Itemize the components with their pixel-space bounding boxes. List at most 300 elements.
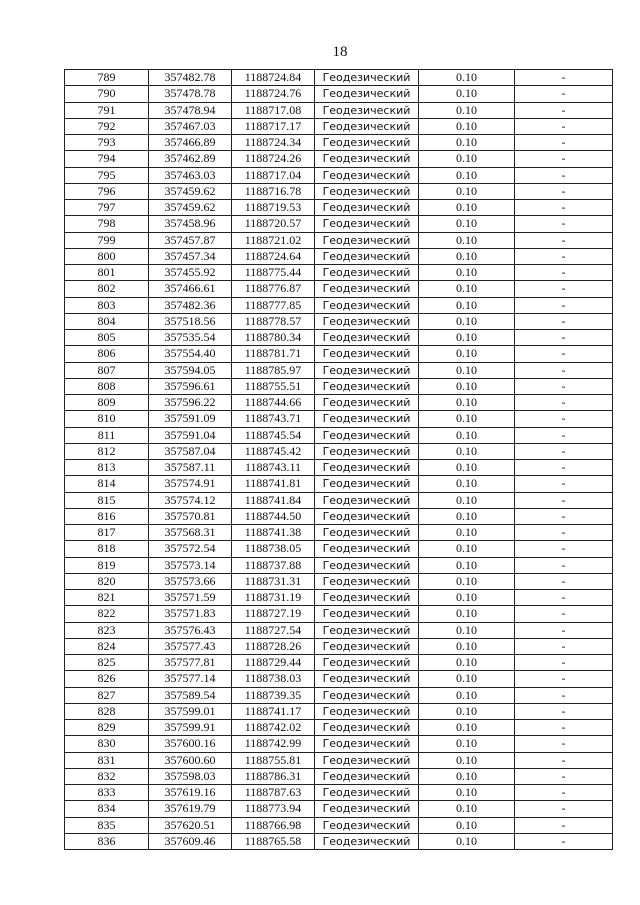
table-row [65, 102, 613, 118]
point-number-cell: 818 [65, 541, 149, 557]
description-cell: - [515, 346, 613, 362]
y-coordinate-cell: 1188727.19 [232, 606, 315, 622]
y-coordinate-cell: 1188780.34 [232, 330, 315, 346]
y-coordinate-cell: 1188786.31 [232, 768, 315, 784]
description-cell: - [515, 135, 613, 151]
point-number-cell: 825 [65, 655, 149, 671]
table-row [65, 508, 613, 524]
table-row [65, 801, 613, 817]
description-cell: - [515, 622, 613, 638]
precision-cell: 0.10 [419, 135, 515, 151]
precision-cell: 0.10 [419, 70, 515, 86]
description-cell: - [515, 476, 613, 492]
table-row [65, 395, 613, 411]
point-number-cell: 833 [65, 785, 149, 801]
description-cell: - [515, 703, 613, 719]
method-cell: Геодезический [315, 541, 419, 557]
x-coordinate-cell: 357620.51 [149, 817, 232, 833]
precision-cell: 0.10 [419, 833, 515, 849]
description-cell: - [515, 525, 613, 541]
method-cell: Геодезический [315, 167, 419, 183]
method-cell: Геодезический [315, 785, 419, 801]
x-coordinate-cell: 357577.14 [149, 671, 232, 687]
method-cell: Геодезический [315, 265, 419, 281]
x-coordinate-cell: 357599.01 [149, 703, 232, 719]
precision-cell: 0.10 [419, 590, 515, 606]
y-coordinate-cell: 1188741.38 [232, 525, 315, 541]
point-number-cell: 829 [65, 720, 149, 736]
precision-cell: 0.10 [419, 785, 515, 801]
point-number-cell: 831 [65, 752, 149, 768]
y-coordinate-cell: 1188728.26 [232, 638, 315, 654]
table-row [65, 362, 613, 378]
x-coordinate-cell: 357577.43 [149, 638, 232, 654]
y-coordinate-cell: 1188737.88 [232, 557, 315, 573]
table-row [65, 525, 613, 541]
y-coordinate-cell: 1188742.02 [232, 720, 315, 736]
x-coordinate-cell: 357594.05 [149, 362, 232, 378]
table-row [65, 297, 613, 313]
page-number: 18 [332, 44, 348, 60]
precision-cell: 0.10 [419, 265, 515, 281]
y-coordinate-cell: 1188739.35 [232, 687, 315, 703]
description-cell: - [515, 281, 613, 297]
x-coordinate-cell: 357554.40 [149, 346, 232, 362]
y-coordinate-cell: 1188724.84 [232, 70, 315, 86]
table-row [65, 541, 613, 557]
method-cell: Геодезический [315, 248, 419, 264]
description-cell: - [515, 265, 613, 281]
description-cell: - [515, 736, 613, 752]
precision-cell: 0.10 [419, 443, 515, 459]
y-coordinate-cell: 1188744.66 [232, 395, 315, 411]
table-row [65, 768, 613, 784]
y-coordinate-cell: 1188724.64 [232, 248, 315, 264]
method-cell: Геодезический [315, 801, 419, 817]
description-cell: - [515, 200, 613, 216]
method-cell: Геодезический [315, 720, 419, 736]
x-coordinate-cell: 357459.62 [149, 183, 232, 199]
precision-cell: 0.10 [419, 346, 515, 362]
description-cell: - [515, 118, 613, 134]
precision-cell: 0.10 [419, 102, 515, 118]
precision-cell: 0.10 [419, 460, 515, 476]
y-coordinate-cell: 1188776.87 [232, 281, 315, 297]
method-cell: Геодезический [315, 476, 419, 492]
method-cell: Геодезический [315, 346, 419, 362]
precision-cell: 0.10 [419, 118, 515, 134]
table-row [65, 687, 613, 703]
method-cell: Геодезический [315, 703, 419, 719]
point-number-cell: 801 [65, 265, 149, 281]
y-coordinate-cell: 1188741.84 [232, 492, 315, 508]
table-row [65, 606, 613, 622]
method-cell: Геодезический [315, 768, 419, 784]
description-cell: - [515, 752, 613, 768]
method-cell: Геодезический [315, 525, 419, 541]
point-number-cell: 822 [65, 606, 149, 622]
x-coordinate-cell: 357458.96 [149, 216, 232, 232]
method-cell: Геодезический [315, 736, 419, 752]
x-coordinate-cell: 357568.31 [149, 525, 232, 541]
y-coordinate-cell: 1188743.11 [232, 460, 315, 476]
point-number-cell: 791 [65, 102, 149, 118]
point-number-cell: 834 [65, 801, 149, 817]
x-coordinate-cell: 357600.16 [149, 736, 232, 752]
table-row [65, 443, 613, 459]
method-cell: Геодезический [315, 183, 419, 199]
x-coordinate-cell: 357466.89 [149, 135, 232, 151]
description-cell: - [515, 102, 613, 118]
precision-cell: 0.10 [419, 736, 515, 752]
x-coordinate-cell: 357535.54 [149, 330, 232, 346]
table-row [65, 151, 613, 167]
table-row [65, 573, 613, 589]
point-number-cell: 836 [65, 833, 149, 849]
precision-cell: 0.10 [419, 671, 515, 687]
table-row [65, 671, 613, 687]
x-coordinate-cell: 357598.03 [149, 768, 232, 784]
description-cell: - [515, 606, 613, 622]
table-row [65, 70, 613, 86]
description-cell: - [515, 557, 613, 573]
y-coordinate-cell: 1188741.17 [232, 703, 315, 719]
table-row [65, 655, 613, 671]
x-coordinate-cell: 357573.66 [149, 573, 232, 589]
x-coordinate-cell: 357571.83 [149, 606, 232, 622]
precision-cell: 0.10 [419, 395, 515, 411]
x-coordinate-cell: 357576.43 [149, 622, 232, 638]
table-row [65, 622, 613, 638]
point-number-cell: 817 [65, 525, 149, 541]
method-cell: Геодезический [315, 216, 419, 232]
description-cell: - [515, 460, 613, 476]
table-row [65, 817, 613, 833]
table-row [65, 411, 613, 427]
point-number-cell: 793 [65, 135, 149, 151]
method-cell: Геодезический [315, 362, 419, 378]
table-row [65, 86, 613, 102]
point-number-cell: 824 [65, 638, 149, 654]
precision-cell: 0.10 [419, 655, 515, 671]
table-row [65, 118, 613, 134]
method-cell: Геодезический [315, 557, 419, 573]
description-cell: - [515, 785, 613, 801]
x-coordinate-cell: 357589.54 [149, 687, 232, 703]
point-number-cell: 803 [65, 297, 149, 313]
y-coordinate-cell: 1188787.63 [232, 785, 315, 801]
precision-cell: 0.10 [419, 248, 515, 264]
point-number-cell: 830 [65, 736, 149, 752]
point-number-cell: 813 [65, 460, 149, 476]
method-cell: Геодезический [315, 313, 419, 329]
table-row [65, 703, 613, 719]
x-coordinate-cell: 357455.92 [149, 265, 232, 281]
precision-cell: 0.10 [419, 508, 515, 524]
x-coordinate-cell: 357587.11 [149, 460, 232, 476]
precision-cell: 0.10 [419, 525, 515, 541]
point-number-cell: 790 [65, 86, 149, 102]
method-cell: Геодезический [315, 752, 419, 768]
table-row [65, 492, 613, 508]
x-coordinate-cell: 357619.79 [149, 801, 232, 817]
x-coordinate-cell: 357596.61 [149, 378, 232, 394]
description-cell: - [515, 362, 613, 378]
precision-cell: 0.10 [419, 151, 515, 167]
precision-cell: 0.10 [419, 557, 515, 573]
y-coordinate-cell: 1188724.26 [232, 151, 315, 167]
x-coordinate-cell: 357591.09 [149, 411, 232, 427]
table-row [65, 232, 613, 248]
method-cell: Геодезический [315, 817, 419, 833]
description-cell: - [515, 86, 613, 102]
point-number-cell: 816 [65, 508, 149, 524]
x-coordinate-cell: 357457.87 [149, 232, 232, 248]
y-coordinate-cell: 1188766.98 [232, 817, 315, 833]
description-cell: - [515, 330, 613, 346]
method-cell: Геодезический [315, 622, 419, 638]
y-coordinate-cell: 1188719.53 [232, 200, 315, 216]
x-coordinate-cell: 357482.36 [149, 297, 232, 313]
method-cell: Геодезический [315, 411, 419, 427]
x-coordinate-cell: 357478.78 [149, 86, 232, 102]
point-number-cell: 835 [65, 817, 149, 833]
y-coordinate-cell: 1188717.17 [232, 118, 315, 134]
x-coordinate-cell: 357466.61 [149, 281, 232, 297]
method-cell: Геодезический [315, 671, 419, 687]
precision-cell: 0.10 [419, 183, 515, 199]
description-cell: - [515, 411, 613, 427]
table-row [65, 833, 613, 849]
precision-cell: 0.10 [419, 297, 515, 313]
description-cell: - [515, 395, 613, 411]
coordinates-table [64, 69, 613, 850]
point-number-cell: 794 [65, 151, 149, 167]
method-cell: Геодезический [315, 638, 419, 654]
table-row [65, 216, 613, 232]
point-number-cell: 805 [65, 330, 149, 346]
precision-cell: 0.10 [419, 541, 515, 557]
y-coordinate-cell: 1188717.04 [232, 167, 315, 183]
method-cell: Геодезический [315, 590, 419, 606]
method-cell: Геодезический [315, 606, 419, 622]
method-cell: Геодезический [315, 102, 419, 118]
x-coordinate-cell: 357574.12 [149, 492, 232, 508]
y-coordinate-cell: 1188729.44 [232, 655, 315, 671]
method-cell: Геодезический [315, 200, 419, 216]
x-coordinate-cell: 357482.78 [149, 70, 232, 86]
y-coordinate-cell: 1188741.81 [232, 476, 315, 492]
x-coordinate-cell: 357587.04 [149, 443, 232, 459]
method-cell: Геодезический [315, 427, 419, 443]
table-row [65, 752, 613, 768]
description-cell: - [515, 232, 613, 248]
table-row [65, 135, 613, 151]
point-number-cell: 832 [65, 768, 149, 784]
precision-cell: 0.10 [419, 622, 515, 638]
precision-cell: 0.10 [419, 362, 515, 378]
x-coordinate-cell: 357570.81 [149, 508, 232, 524]
precision-cell: 0.10 [419, 801, 515, 817]
precision-cell: 0.10 [419, 378, 515, 394]
y-coordinate-cell: 1188716.78 [232, 183, 315, 199]
point-number-cell: 810 [65, 411, 149, 427]
y-coordinate-cell: 1188721.02 [232, 232, 315, 248]
x-coordinate-cell: 357573.14 [149, 557, 232, 573]
x-coordinate-cell: 357478.94 [149, 102, 232, 118]
description-cell: - [515, 248, 613, 264]
precision-cell: 0.10 [419, 427, 515, 443]
y-coordinate-cell: 1188785.97 [232, 362, 315, 378]
point-number-cell: 815 [65, 492, 149, 508]
x-coordinate-cell: 357462.89 [149, 151, 232, 167]
x-coordinate-cell: 357457.34 [149, 248, 232, 264]
y-coordinate-cell: 1188781.71 [232, 346, 315, 362]
method-cell: Геодезический [315, 508, 419, 524]
description-cell: - [515, 817, 613, 833]
point-number-cell: 797 [65, 200, 149, 216]
method-cell: Геодезический [315, 687, 419, 703]
table-row [65, 736, 613, 752]
description-cell: - [515, 638, 613, 654]
method-cell: Геодезический [315, 151, 419, 167]
point-number-cell: 811 [65, 427, 149, 443]
table-row [65, 638, 613, 654]
table-row [65, 167, 613, 183]
description-cell: - [515, 313, 613, 329]
point-number-cell: 823 [65, 622, 149, 638]
precision-cell: 0.10 [419, 492, 515, 508]
description-cell: - [515, 687, 613, 703]
point-number-cell: 814 [65, 476, 149, 492]
method-cell: Геодезический [315, 135, 419, 151]
x-coordinate-cell: 357599.91 [149, 720, 232, 736]
description-cell: - [515, 297, 613, 313]
y-coordinate-cell: 1188765.58 [232, 833, 315, 849]
table-row [65, 200, 613, 216]
description-cell: - [515, 216, 613, 232]
table-row [65, 313, 613, 329]
x-coordinate-cell: 357577.81 [149, 655, 232, 671]
description-cell: - [515, 443, 613, 459]
x-coordinate-cell: 357619.16 [149, 785, 232, 801]
precision-cell: 0.10 [419, 606, 515, 622]
point-number-cell: 820 [65, 573, 149, 589]
table-row [65, 427, 613, 443]
description-cell: - [515, 508, 613, 524]
point-number-cell: 798 [65, 216, 149, 232]
precision-cell: 0.10 [419, 313, 515, 329]
table-row [65, 720, 613, 736]
table-row [65, 476, 613, 492]
y-coordinate-cell: 1188777.85 [232, 297, 315, 313]
precision-cell: 0.10 [419, 752, 515, 768]
table-row [65, 183, 613, 199]
description-cell: - [515, 671, 613, 687]
table-row [65, 346, 613, 362]
method-cell: Геодезический [315, 492, 419, 508]
table-row [65, 460, 613, 476]
method-cell: Геодезический [315, 297, 419, 313]
precision-cell: 0.10 [419, 476, 515, 492]
description-cell: - [515, 573, 613, 589]
y-coordinate-cell: 1188717.08 [232, 102, 315, 118]
method-cell: Геодезический [315, 378, 419, 394]
precision-cell: 0.10 [419, 638, 515, 654]
precision-cell: 0.10 [419, 768, 515, 784]
precision-cell: 0.10 [419, 703, 515, 719]
point-number-cell: 795 [65, 167, 149, 183]
precision-cell: 0.10 [419, 817, 515, 833]
y-coordinate-cell: 1188744.50 [232, 508, 315, 524]
y-coordinate-cell: 1188755.51 [232, 378, 315, 394]
table-row [65, 590, 613, 606]
precision-cell: 0.10 [419, 216, 515, 232]
y-coordinate-cell: 1188743.71 [232, 411, 315, 427]
precision-cell: 0.10 [419, 330, 515, 346]
point-number-cell: 808 [65, 378, 149, 394]
x-coordinate-cell: 357518.56 [149, 313, 232, 329]
y-coordinate-cell: 1188745.54 [232, 427, 315, 443]
table-row [65, 378, 613, 394]
table-body [65, 70, 613, 850]
y-coordinate-cell: 1188731.31 [232, 573, 315, 589]
method-cell: Геодезический [315, 395, 419, 411]
y-coordinate-cell: 1188755.81 [232, 752, 315, 768]
precision-cell: 0.10 [419, 687, 515, 703]
description-cell: - [515, 167, 613, 183]
description-cell: - [515, 801, 613, 817]
method-cell: Геодезический [315, 232, 419, 248]
x-coordinate-cell: 357571.59 [149, 590, 232, 606]
precision-cell: 0.10 [419, 86, 515, 102]
table-row [65, 330, 613, 346]
point-number-cell: 809 [65, 395, 149, 411]
x-coordinate-cell: 357609.46 [149, 833, 232, 849]
description-cell: - [515, 492, 613, 508]
point-number-cell: 828 [65, 703, 149, 719]
point-number-cell: 802 [65, 281, 149, 297]
table-row [65, 785, 613, 801]
method-cell: Геодезический [315, 833, 419, 849]
point-number-cell: 799 [65, 232, 149, 248]
table-row [65, 281, 613, 297]
point-number-cell: 812 [65, 443, 149, 459]
precision-cell: 0.10 [419, 411, 515, 427]
point-number-cell: 827 [65, 687, 149, 703]
x-coordinate-cell: 357463.03 [149, 167, 232, 183]
table-row [65, 248, 613, 264]
method-cell: Геодезический [315, 330, 419, 346]
precision-cell: 0.10 [419, 720, 515, 736]
x-coordinate-cell: 357459.62 [149, 200, 232, 216]
precision-cell: 0.10 [419, 573, 515, 589]
y-coordinate-cell: 1188727.54 [232, 622, 315, 638]
description-cell: - [515, 427, 613, 443]
table-row [65, 265, 613, 281]
x-coordinate-cell: 357596.22 [149, 395, 232, 411]
y-coordinate-cell: 1188778.57 [232, 313, 315, 329]
method-cell: Геодезический [315, 86, 419, 102]
method-cell: Геодезический [315, 281, 419, 297]
precision-cell: 0.10 [419, 167, 515, 183]
method-cell: Геодезический [315, 70, 419, 86]
method-cell: Геодезический [315, 573, 419, 589]
x-coordinate-cell: 357572.54 [149, 541, 232, 557]
method-cell: Геодезический [315, 118, 419, 134]
description-cell: - [515, 70, 613, 86]
point-number-cell: 796 [65, 183, 149, 199]
